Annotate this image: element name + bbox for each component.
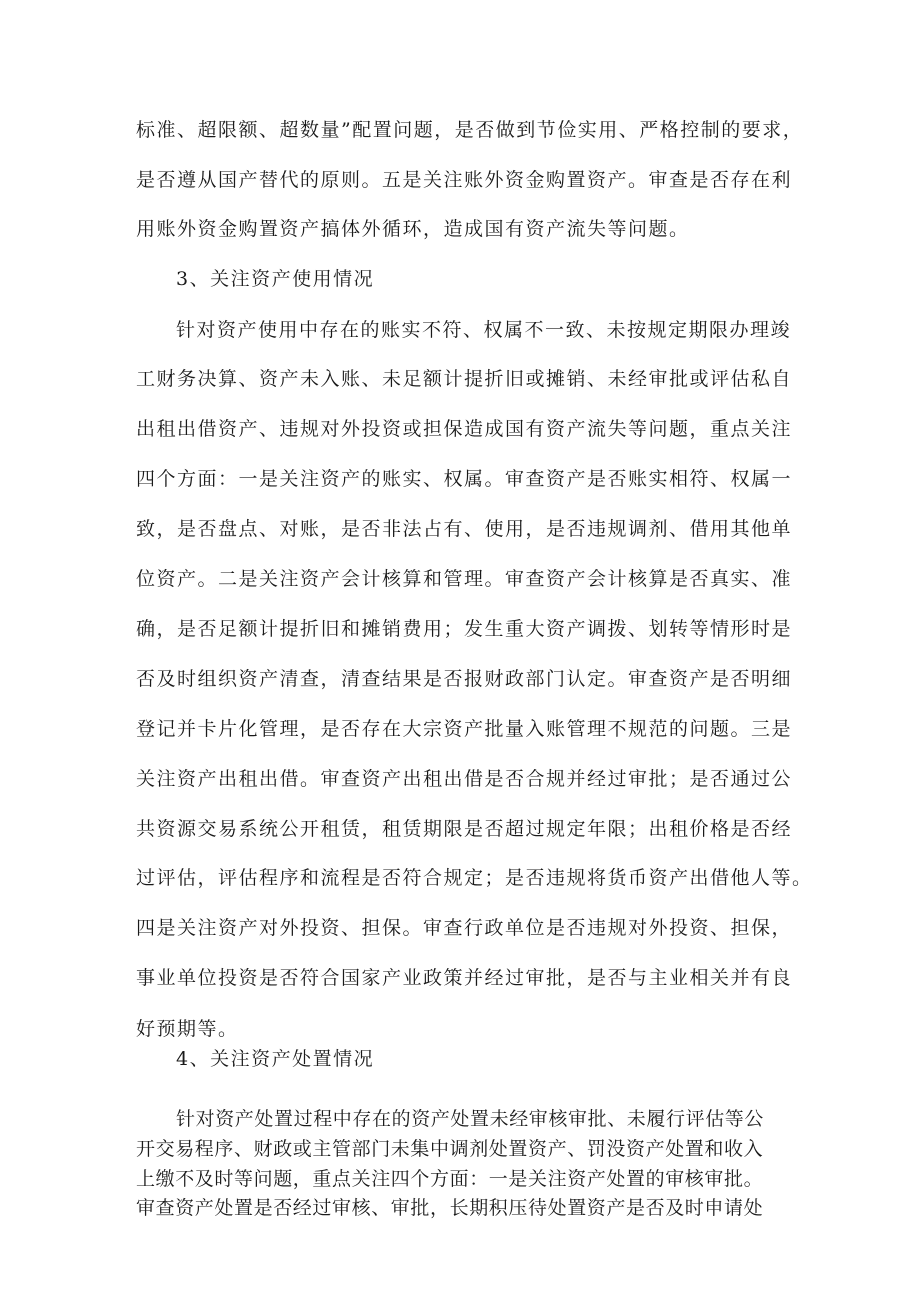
paragraph-line: 开交易程序、财政或主管部门未集中调剂处置资产、罚没资产处置和收入 [136,1138,764,1160]
paragraph-line: 确，是否足额计提折旧和摊销费用；发生重大资产调拨、划转等情形时是 [136,618,793,640]
section-heading-4: 4、关注资产处置情况 [176,1048,375,1070]
paragraph-line: 过评估，评估程序和流程是否符合规定；是否违规将货币资产出借他人等。 [136,867,813,889]
paragraph-line: 四是关注资产对外投资、担保。审查行政单位是否违规对外投资、担保， [136,917,793,939]
section-heading-3: 3、关注资产使用情况 [176,268,375,290]
paragraph-line: 位资产。二是关注资产会计核算和管理。审查资产会计核算是否真实、准 [136,568,793,590]
paragraph-line: 标准、超限额、超数量”配置问题，是否做到节俭实用、严格控制的要求， [136,119,804,141]
paragraph-line: 是否遵从国产替代的原则。五是关注账外资金购置资产。审查是否存在利 [136,169,793,191]
paragraph-line: 致，是否盘点、对账，是否非法占有、使用，是否违规调剂、借用其他单 [136,518,793,540]
paragraph-line: 否及时组织资产清查，清查结果是否报财政部门认定。审查资产是否明细 [136,668,793,690]
paragraph-line: 上缴不及时等问题，重点关注四个方面：一是关注资产处置的审核审批。 [136,1168,764,1190]
paragraph-line: 出租出借资产、违规对外投资或担保造成国有资产流失等问题，重点关注 [136,418,793,440]
paragraph-line: 工财务决算、资产未入账、未足额计提折旧或摊销、未经审批或评估私自 [136,368,793,390]
paragraph-line: 共资源交易系统公开租赁，租赁期限是否超过规定年限；出租价格是否经 [136,818,793,840]
paragraph-line: 针对资产使用中存在的账实不符、权属不一致、未按规定期限办理竣 [176,319,792,341]
paragraph-line: 四个方面：一是关注资产的账实、权属。审查资产是否账实相符、权属一 [136,468,793,490]
paragraph-line: 针对资产处置过程中存在的资产处置未经审核审批、未履行评估等公 [176,1108,765,1130]
paragraph-line: 关注资产出租出借。审查资产出租出借是否合规并经过审批；是否通过公 [136,768,793,790]
paragraph-line: 登记并卡片化管理，是否存在大宗资产批量入账管理不规范的问题。三是 [136,718,793,740]
paragraph-line: 好预期等。 [136,1018,239,1040]
paragraph-line: 审查资产处置是否经过审核、审批，长期积压待处置资产是否及时申请处 [136,1197,764,1219]
paragraph-line: 事业单位投资是否符合国家产业政策并经过审批，是否与主业相关并有良 [136,967,793,989]
paragraph-line: 用账外资金购置资产搞体外循环，造成国有资产流失等问题。 [136,218,690,240]
